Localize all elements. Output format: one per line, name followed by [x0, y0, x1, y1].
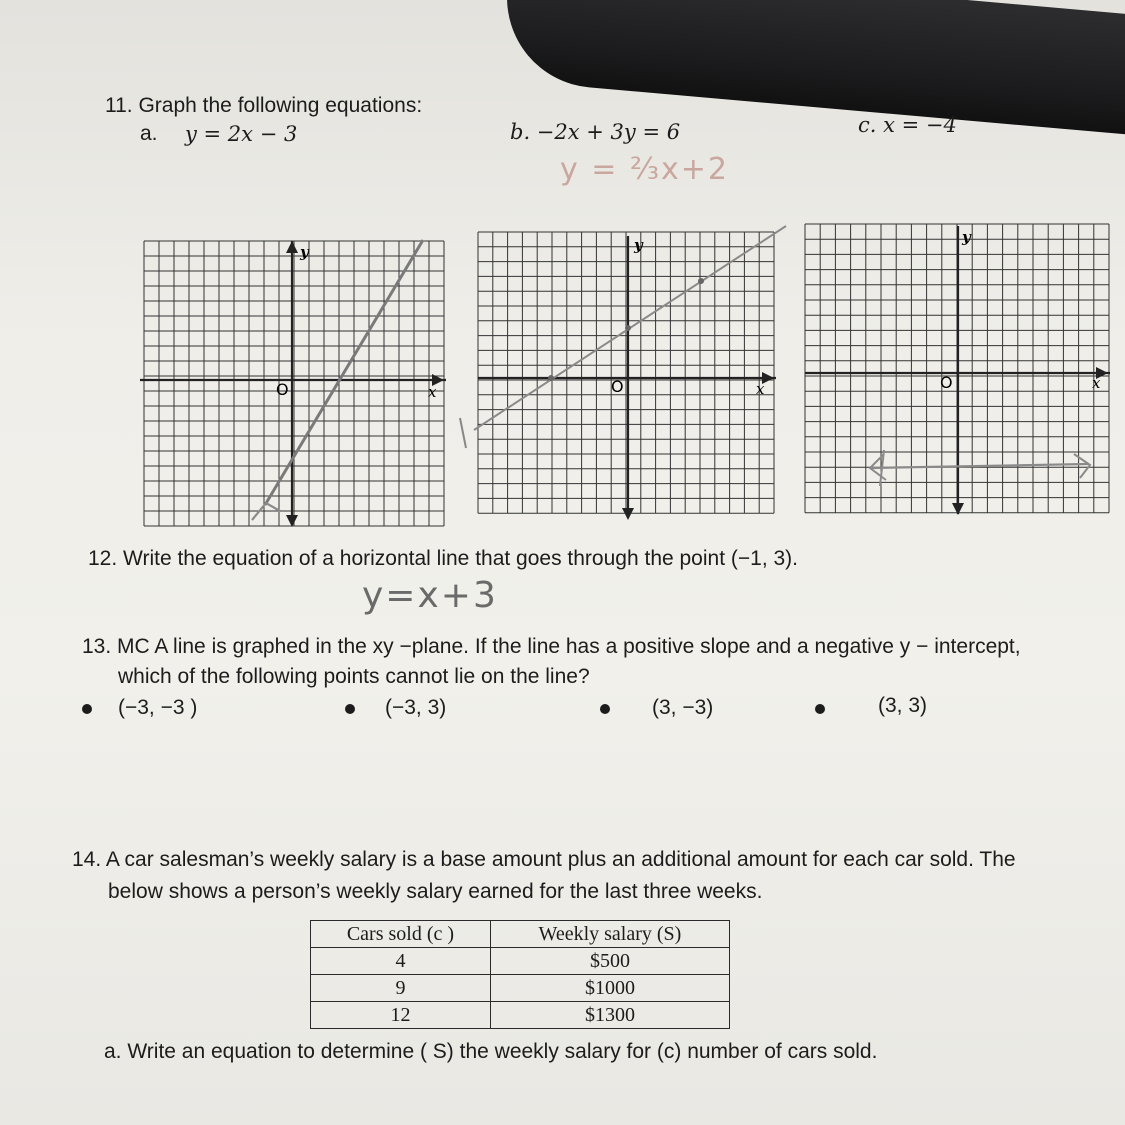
q13-option-bullet [82, 704, 92, 714]
q11-a-equation: y = 2x − 3 [185, 122, 298, 146]
q12-handwritten-answer: y=x+3 [362, 575, 498, 616]
graph-b-x-label: x [756, 380, 765, 398]
q11-b-equation: b. −2x + 3y = 6 [510, 120, 681, 144]
graph-b-point [698, 278, 704, 284]
q12-text: 12. Write the equation of a horizontal line that goes through the point (−1, 3). [88, 547, 798, 570]
table-cell-cars: 12 [311, 1002, 491, 1029]
graph-a-grid [144, 241, 444, 526]
graph-b [456, 218, 796, 528]
graph-b-y-arrow-icon [622, 508, 634, 520]
table-header-cars-sold: Cars sold (c ) [311, 921, 491, 948]
table-header-weekly-salary: Weekly salary (S) [490, 921, 729, 948]
graph-a [140, 235, 450, 530]
table-cell-salary: $1300 [490, 1002, 729, 1029]
graph-a-y-label: y [300, 243, 309, 261]
handwritten-b-slope-form: y = ⅔x+2 [560, 152, 730, 187]
q13-option-bullet [600, 704, 610, 714]
table-row [311, 975, 730, 1002]
q13-option-bullet [345, 704, 355, 714]
graph-a-y-arrow-top-icon [286, 241, 298, 253]
q13-line1: 13. MC A line is graphed in the xy −plane. If the line has a positive slope and a negative y − intercept, [82, 635, 1021, 658]
graph-c-right-arrow-icon [1074, 454, 1090, 478]
graph-c-y-label: y [962, 228, 971, 246]
q13-option-b: (−3, 3) [385, 696, 447, 719]
graph-a-origin: O [276, 380, 289, 399]
table-cell-cars: 4 [311, 948, 491, 975]
q11-c-equation: c. x = −4 [858, 113, 957, 137]
q13-line2: which of the following points cannot lie on the line? [118, 665, 590, 688]
table-cell-cars: 9 [311, 975, 491, 1002]
q11-a-label: a. [140, 122, 158, 145]
graph-b-point [548, 375, 554, 381]
graph-b-y-label: y [634, 236, 643, 254]
q13-option-d: (3, 3) [878, 694, 928, 717]
q11-title: 11. Graph the following equations: [105, 94, 423, 117]
salary-table [310, 920, 730, 1029]
graph-b-origin: O [611, 377, 624, 396]
graph-c-x-label: x [1092, 374, 1101, 392]
graph-a-x-label: x [428, 383, 437, 401]
table-cell-salary: $500 [490, 948, 729, 975]
graph-c [800, 218, 1120, 518]
q14-line1: 14. A car salesman’s weekly salary is a base amount plus an additional amount for each car sold. The [72, 848, 1016, 871]
table-row [311, 1002, 730, 1029]
q13-option-bullet [815, 704, 825, 714]
graph-b-pen-mark [460, 418, 466, 448]
graph-a-y-arrow-icon [286, 515, 298, 527]
salary-table-header-row [311, 921, 730, 948]
q14-line2: below shows a person’s weekly salary earned for the last three weeks. [108, 880, 763, 903]
table-cell-salary: $1000 [490, 975, 729, 1002]
q14-part-a: a. Write an equation to determine ( S) the weekly salary for (c) number of cars sold. [104, 1040, 878, 1063]
q13-option-a: (−3, −3 ) [118, 696, 198, 719]
table-row [311, 948, 730, 975]
graph-b-point [625, 325, 631, 331]
q13-option-c: (3, −3) [652, 696, 714, 719]
graph-c-origin: O [940, 373, 953, 392]
